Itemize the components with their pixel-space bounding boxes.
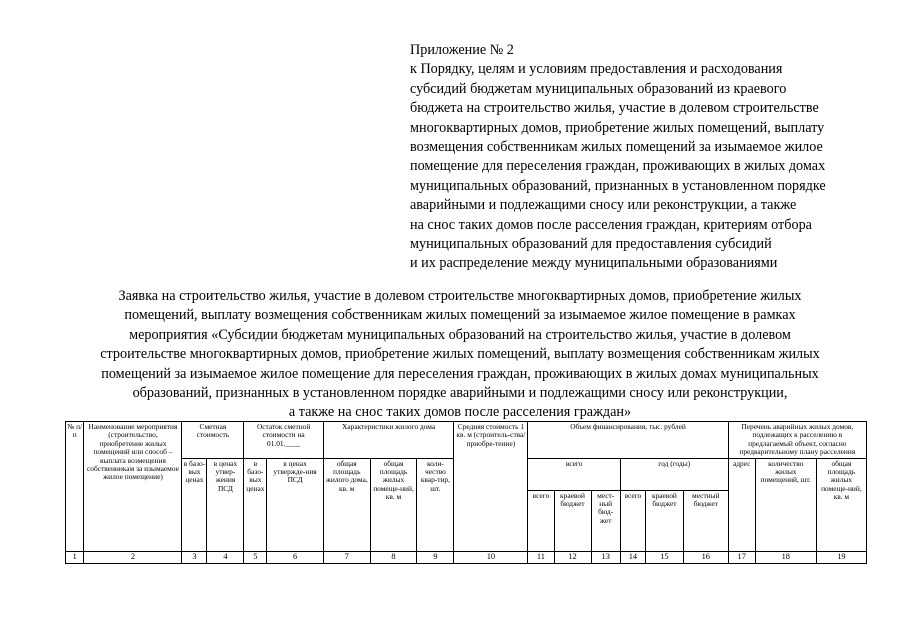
appendix-line: субсидий бюджетам муниципальных образований из краевого <box>410 80 787 97</box>
appendix-line: бюджета на строительство жилья, участие в долевом строительстве <box>410 100 819 117</box>
appendix-line: муниципальных образований, признанных в установленном порядке <box>410 177 826 194</box>
header-list: Перечень аварийных жилых домов, подлежащих к расселению в предлагаемый объект, согласно предварительному плану расселения <box>728 422 866 459</box>
header-regional-year: краевой бюджет <box>645 490 683 551</box>
col-number: 12 <box>554 551 591 563</box>
header-flats: коли-чество квар-тир, шт. <box>417 458 454 551</box>
col-number: 17 <box>728 551 755 563</box>
title-line: образований, признанных в установленном порядке аварийными и подлежащими сносу или реконструкции, <box>132 385 788 402</box>
col-number: 10 <box>454 551 528 563</box>
header-remain: Остаток сметной стоимости на 01.01.____ <box>244 422 323 459</box>
request-title <box>60 287 860 423</box>
header-num: № п/п <box>66 422 84 552</box>
col-number: 7 <box>323 551 370 563</box>
header-base-a: в базо-вых ценах <box>182 458 207 551</box>
col-number: 6 <box>267 551 324 563</box>
header-chars: Характеристики жилого дома <box>323 422 454 459</box>
appendix-line: возмещения собственникам жилых помещений за изымаемое жилое <box>410 139 823 156</box>
header-cost: Сметная стоимость <box>182 422 244 459</box>
col-number: 3 <box>182 551 207 563</box>
header-area: общая площадь жилых помеще-ний, кв. м <box>816 458 866 551</box>
header-sum: всего <box>528 490 554 551</box>
header-name: Наименование мероприятия (строительство, приобретение жилых помещений или способ – выплата возмещения собственникам за изымаемое жилое помещение) <box>84 422 182 552</box>
request-table <box>65 421 867 564</box>
col-number: 13 <box>591 551 620 563</box>
header-avg: Средняя стоимость 1 кв. м (строитель-ства/приобре-тение) <box>454 422 528 552</box>
header-total-area: общая площадь жилого дома, кв. м <box>323 458 370 551</box>
title-line: помещений за изымаемое жилое помещение для переселения граждан, проживающих в жилых домах муниципальных <box>101 365 819 382</box>
appendix-line: и их распределение между муниципальными образованиями <box>410 255 778 272</box>
title-line: а также на снос таких домов после расселения граждан» <box>288 404 632 421</box>
col-number: 2 <box>84 551 182 563</box>
appendix-line: многоквартирных домов, приобретение жилых помещений, выплату <box>410 119 825 136</box>
title-line: строительстве многоквартирных домов, приобретение жилых помещений, выплату возмещения собственникам жилых <box>100 346 820 363</box>
appendix-line: на снос таких домов после расселения граждан, критериям отбора <box>410 216 812 233</box>
col-number: 5 <box>244 551 267 563</box>
header-local: мест-ный бюд-жет <box>591 490 620 551</box>
title-line: мероприятия «Субсидии бюджетам муниципальных образований на строительство жилья, участие в долевом <box>129 326 791 343</box>
col-number: 1 <box>66 551 84 563</box>
col-number: 16 <box>683 551 728 563</box>
header-all: всего <box>528 458 620 490</box>
col-number: 14 <box>620 551 645 563</box>
appendix-line: к Порядку, целям и условиям предоставления и расходования <box>410 61 783 78</box>
header-count: количество жилых помещений, шт. <box>755 458 816 551</box>
header-addr: адрес <box>728 458 755 551</box>
header-year: год (годы) <box>620 458 728 490</box>
col-number: 18 <box>755 551 816 563</box>
appendix-number: Приложение № 2 <box>410 42 514 58</box>
appendix-line: помещение для переселения граждан, проживающих в жилых домах <box>410 158 826 175</box>
appendix-line: муниципальных образований для предоставления субсидий <box>410 236 772 253</box>
title-line: Заявка на строительство жилья, участие в долевом строительстве многоквартирных домов, приобретение жилых <box>118 288 802 304</box>
appendix-line: аварийными и подлежащими сносу или реконструкции, а также <box>410 197 797 214</box>
header-local-year: местный бюджет <box>683 490 728 551</box>
header-regional: краевой бюджет <box>554 490 591 551</box>
col-number: 9 <box>417 551 454 563</box>
header-fin: Объем финансирования, тыс. рублей <box>528 422 728 459</box>
col-number: 4 <box>207 551 244 563</box>
header-psd-b: в ценах утвержде-ния ПСД <box>267 458 324 551</box>
col-number: 19 <box>816 551 866 563</box>
header-living-area: общая площадь жилых помеще-ний, кв. м <box>370 458 417 551</box>
appendix-block <box>410 41 880 274</box>
header-psd-a: в ценах утвер-жения ПСД <box>207 458 244 551</box>
header-sum-year: всего <box>620 490 645 551</box>
title-line: помещений, выплату возмещения собственникам жилых помещений за изымаемое жилое помещение в рамках <box>124 307 796 324</box>
col-number: 15 <box>645 551 683 563</box>
header-base-b: в базо-вых ценах <box>244 458 267 551</box>
col-number: 8 <box>370 551 417 563</box>
col-number: 11 <box>528 551 554 563</box>
